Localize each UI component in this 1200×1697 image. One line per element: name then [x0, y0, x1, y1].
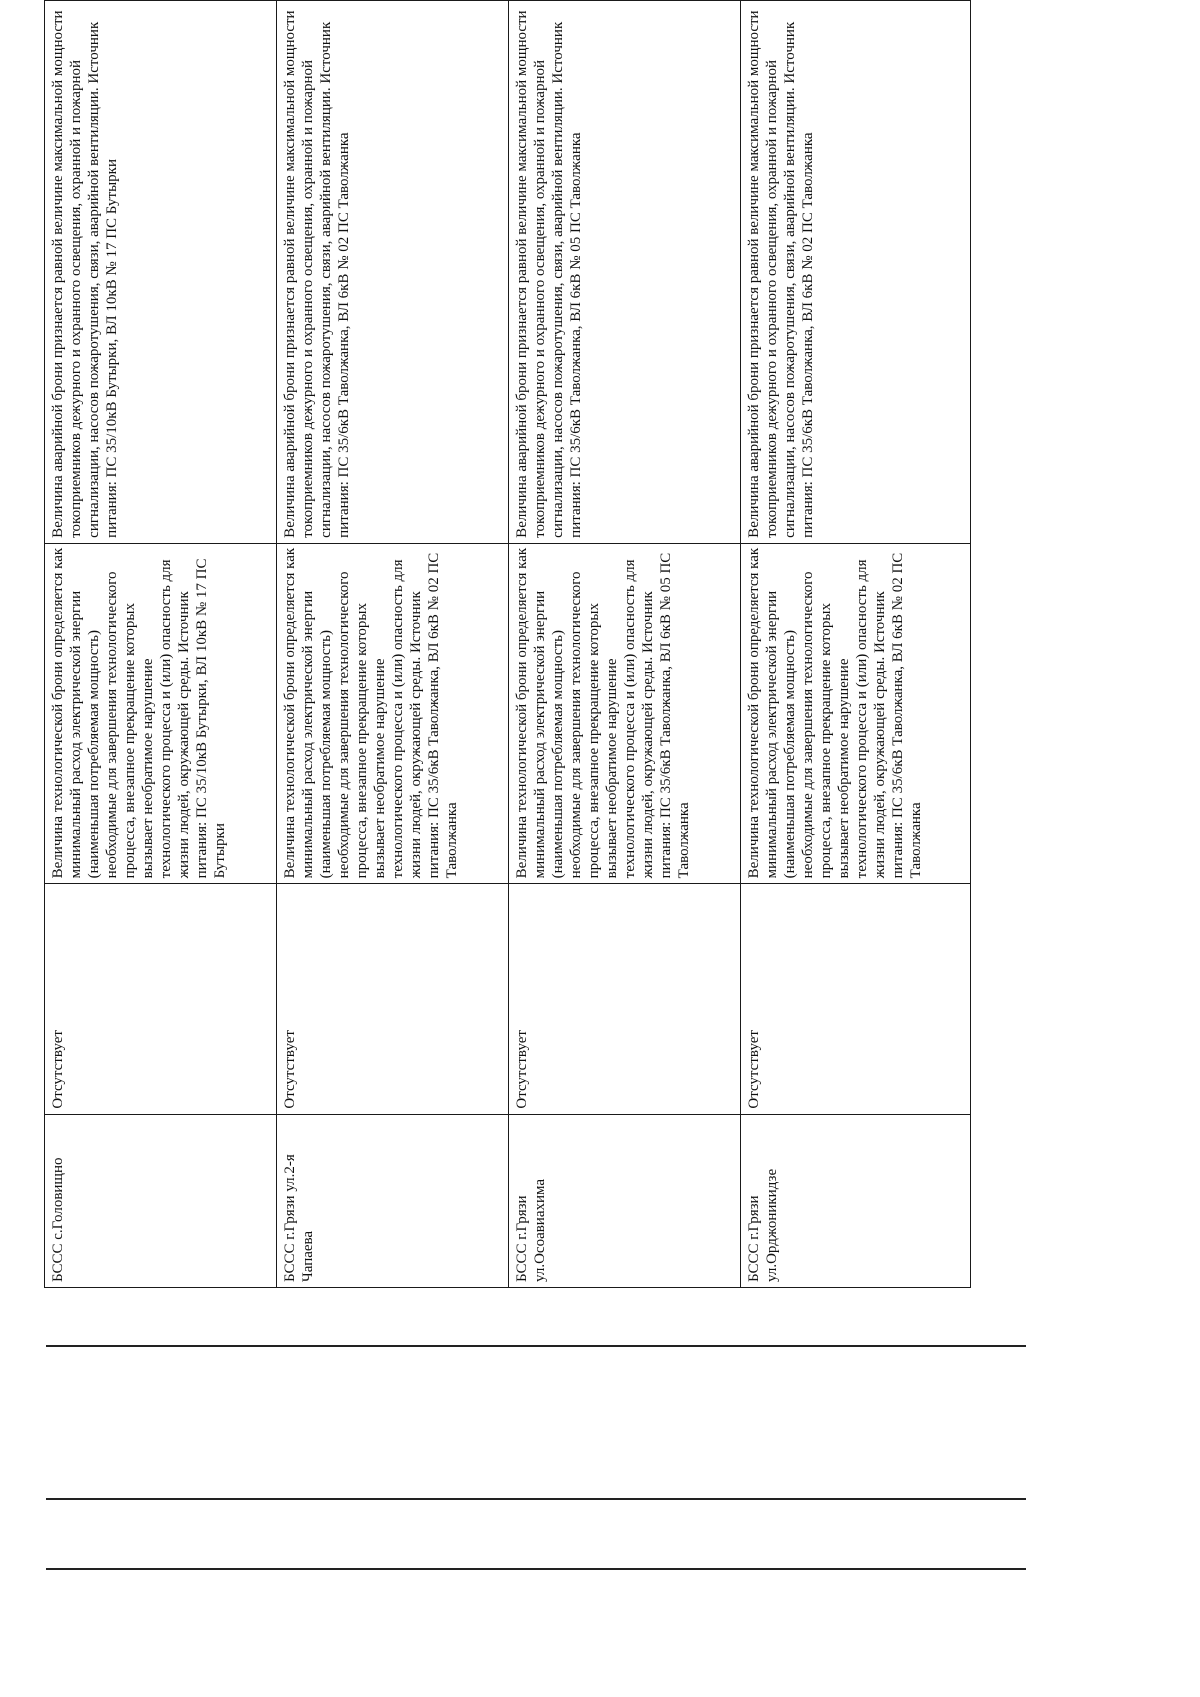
object-name-cell: БССС г.Грязи ул.Осоавиахима — [509, 1114, 741, 1287]
table-row — [45, 1, 277, 1288]
signature-line — [46, 1498, 1026, 1500]
table-row — [277, 1, 509, 1288]
table-row — [741, 1, 971, 1288]
signature-line — [46, 1568, 1026, 1570]
object-name-cell: БССС г.Грязи ул.Орджоникидзе — [741, 1114, 971, 1287]
reserve-status-cell: Отсутствует — [741, 884, 971, 1114]
emergency-reserve-cell: Величина аварийной брони признается равной величине максимальной мощности токоприемников дежурного и охранного освещения, охранной и пожарной сигнализации, насосов пожаротушения, связи, аварийной вентиляции. Источник питания: ПС 35/6кВ Таволжанка, ВЛ 6кВ № 02 ПС Таволжанка — [741, 1, 971, 544]
object-name-cell: БССС с.Головищно — [45, 1114, 277, 1287]
emergency-reserve-cell: Величина аварийной брони признается равной величине максимальной мощности токоприемников дежурного и охранного освещения, охранной и пожарной сигнализации, насосов пожаротушения, связи, аварийной вентиляции. Источник питания: ПС 35/6кВ Таволжанка, ВЛ 6кВ № 02 ПС Таволжанка — [277, 1, 509, 544]
emergency-reserve-cell: Величина аварийной брони признается равной величине максимальной мощности токоприемников дежурного и охранного освещения, охранной и пожарной сигнализации, насосов пожаротушения, связи, аварийной вентиляции. Источник питания: ПС 35/10кВ Бутырки, ВЛ 10кВ № 17 ПС Бутырки — [45, 1, 277, 544]
technological-reserve-cell: Величина технологической брони определяется как минимальный расход электрической энергии (наименьшая потребляемая мощность) необходимые для завершения технологического процесса, внезапное прекращение которых вызывает необратимое нарушение технологического процесса и (или) опасность для жизни людей, окружающей среды. Источник питания: ПС 35/6кВ Таволжанка, ВЛ 6кВ № 02 ПС Таволжанка — [277, 543, 509, 884]
table-row — [509, 1, 741, 1288]
emergency-reserve-cell: Величина аварийной брони признается равной величине максимальной мощности токоприемников дежурного и охранного освещения, охранной и пожарной сигнализации, насосов пожаротушения, связи, аварийной вентиляции. Источник питания: ПС 35/6кВ Таволжанка, ВЛ 6кВ № 05 ПС Таволжанка — [509, 1, 741, 544]
technological-reserve-cell: Величина технологической брони определяется как минимальный расход электрической энергии (наименьшая потребляемая мощность) необходимые для завершения технологического процесса, внезапное прекращение которых вызывает необратимое нарушение технологического процесса и (или) опасность для жизни людей, окружающей среды. Источник питания: ПС 35/6кВ Таволжанка, ВЛ 6кВ № 05 ПС Таволжанка — [509, 543, 741, 884]
signature-line — [46, 1345, 1026, 1347]
power-reserve-table — [44, 0, 971, 1288]
table-body — [45, 1, 971, 1288]
technological-reserve-cell: Величина технологической брони определяется как минимальный расход электрической энергии (наименьшая потребляемая мощность) необходимые для завершения технологического процесса, внезапное прекращение которых вызывает необратимое нарушение технологического процесса и (или) опасность для жизни людей, окружающей среды. Источник питания: ПС 35/6кВ Таволжанка, ВЛ 6кВ № 02 ПС Таволжанка — [741, 543, 971, 884]
object-name-cell: БССС г.Грязи ул.2-я Чапаева — [277, 1114, 509, 1287]
reserve-status-cell: Отсутствует — [45, 884, 277, 1114]
technological-reserve-cell: Величина технологической брони определяется как минимальный расход электрической энергии (наименьшая потребляемая мощность) необходимые для завершения технологического процесса, внезапное прекращение которых вызывает необратимое нарушение технологического процесса и (или) опасность для жизни людей, окружающей среды. Источник питания: ПС 35/10кВ Бутырки, ВЛ 10кВ № 17 ПС Бутырки — [45, 543, 277, 884]
reserve-status-cell: Отсутствует — [277, 884, 509, 1114]
reserve-status-cell: Отсутствует — [509, 884, 741, 1114]
